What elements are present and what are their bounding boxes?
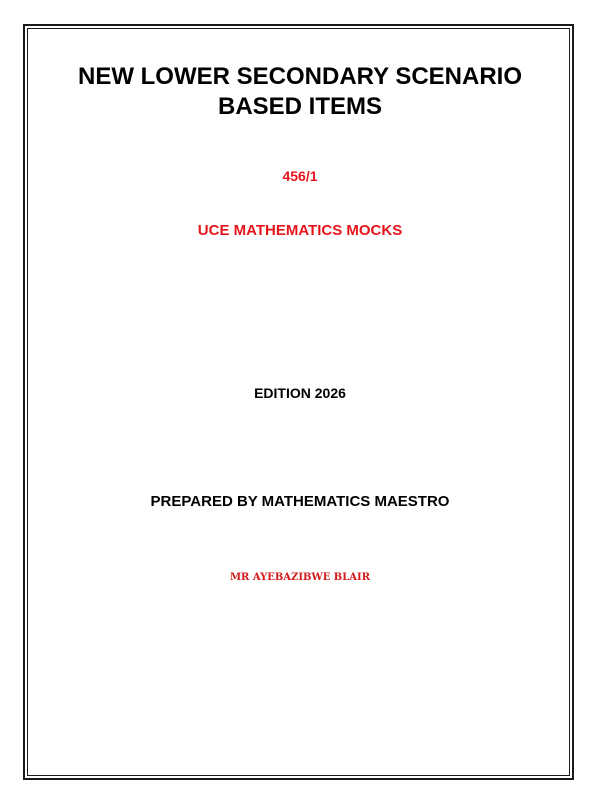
subject-heading: UCE MATHEMATICS MOCKS: [197, 222, 403, 239]
page-border-inner: [27, 28, 570, 776]
title-line-2: BASED ITEMS: [217, 93, 382, 120]
prepared-by-label: PREPARED BY MATHEMATICS MAESTRO: [150, 493, 450, 510]
author-name: MR AYEBAZIBWE BLAIR: [229, 572, 371, 583]
edition-label: EDITION 2026: [254, 385, 346, 401]
title-line-1: NEW LOWER SECONDARY SCENARIO: [77, 63, 523, 90]
paper-code: 456/1: [282, 168, 318, 184]
document-title: [0, 62, 600, 122]
